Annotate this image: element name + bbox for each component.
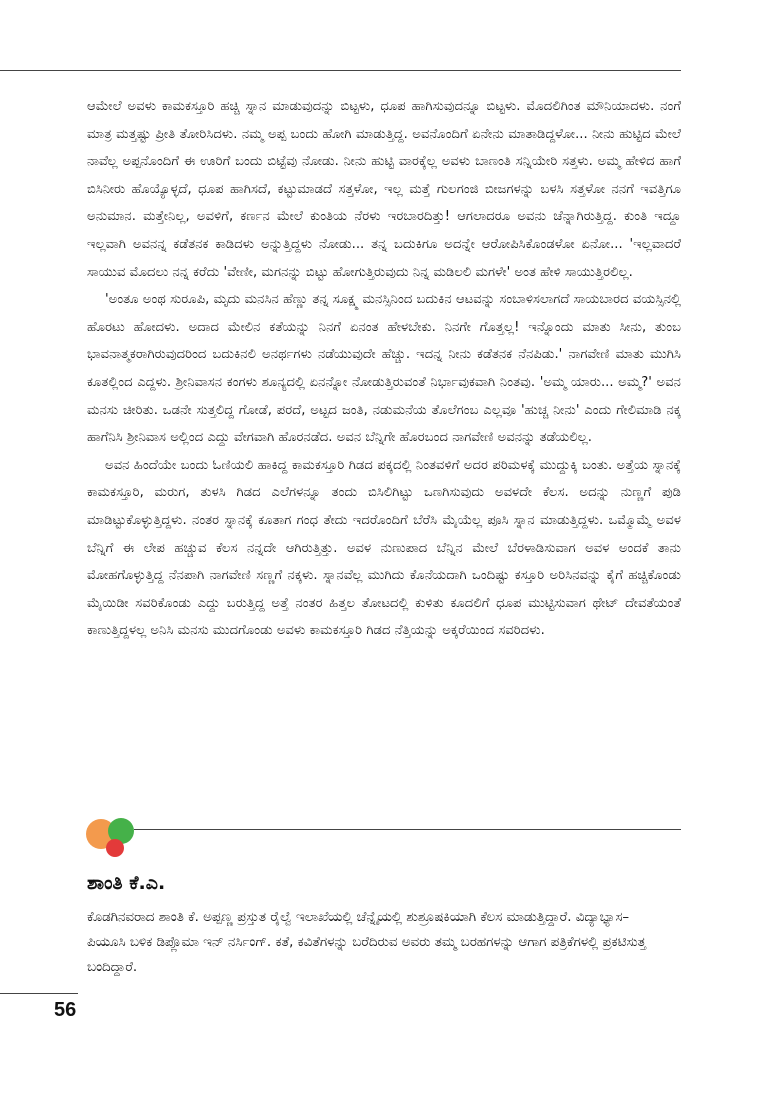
section-divider <box>134 829 681 830</box>
top-divider <box>0 70 681 71</box>
author-name: ಶಾಂತಿ ಕೆ.ಎ. <box>87 872 166 894</box>
story-body <box>87 93 681 645</box>
story-paragraph: ಅವನ ಹಿಂದೆಯೇ ಬಂದು ಓಣಿಯಲಿ ಹಾಕಿದ್ದ ಕಾಮಕಸ್ತೂರಿ ಗಿಡದ ಪಕ್ಕದಲ್ಲಿ ನಿಂತವಳಿಗೆ ಅದರ ಪರಿಮಳಕ್ಕೆ ಮುದ್ದುಕ್ಕಿ ಬಂತು. ಅತ್ತೆಯ ಸ್ನಾನಕ್ಕೆ ಕಾಮಕಸ್ತೂರಿ, ಮರುಗ, ತುಳಸಿ ಗಿಡದ ಎಲೆಗಳನ್ನೂ ತಂದು ಬಿಸಿಲಿಗಿಟ್ಟು ಒಣಗಿಸುವುದು ಅವಳದೇ ಕೆಲಸ. ಅದನ್ನು ನುಣ್ಣಗೆ ಪುಡಿ ಮಾಡಿಟ್ಟುಕೊಳ್ಳುತ್ತಿದ್ದಳು. ನಂತರ ಸ್ನಾನಕ್ಕೆ ಕೂತಾಗ ಗಂಧ ತೇದು ಇದರೊಂದಿಗೆ ಬೆರೆಸಿ ಮೈಯೆಲ್ಲ ಪೂಸಿ ಸ್ನಾನ ಮಾಡುತ್ತಿದ್ದಳು. ಒಮ್ಮೊಮ್ಮೆ ಅವಳ ಬೆನ್ನಿಗೆ ಈ ಲೇಪ ಹಚ್ಚುವ ಕೆಲಸ ನನ್ನದೇ ಆಗಿರುತ್ತಿತ್ತು. ಅವಳ ನುಣುಪಾದ ಬೆನ್ನಿನ ಮೇಲೆ ಬೆರಳಾಡಿಸುವಾಗ ಅವಳ ಅಂದಕೆ ತಾನು ಮೋಹಗೊಳ್ಳುತ್ತಿದ್ದ ನೆನಪಾಗಿ ನಾಗವೇಣಿ ಸಣ್ಣಗೆ ನಕ್ಕಳು. ಸ್ನಾನವೆಲ್ಲ ಮುಗಿದು ಕೊನೆಯದಾಗಿ ಒಂದಿಷ್ಟು ಕಸ್ತೂರಿ ಅರಿಸಿನವನ್ನು ಕೈಗೆ ಹಚ್ಚಿಕೊಂಡು ಮೈಯಿಡೀ ಸವರಿಕೊಂಡು ಎದ್ದು ಬರುತ್ತಿದ್ದ ಅತ್ತೆ ನಂತರ ಹಿತ್ತಲ ತೋಟದಲ್ಲಿ ಕುಳಿತು ಕೂದಲಿಗೆ ಧೂಪ ಮುಟ್ಟಿಸುವಾಗ ಥೇಟ್ ದೇವತೆಯಂತೆ ಕಾಣುತ್ತಿದ್ದಳಲ್ಲ ಅನಿಸಿ ಮನಸು ಮುದಗೊಂಡು ಅವಳು ಕಾಮಕಸ್ತೂರಿ ಗಿಡದ ನೆತ್ತಿಯನ್ನು ಅಕ್ಕರೆಯಿಂದ ಸವರಿದಳು. <box>87 457 681 639</box>
decorative-dots-icon <box>86 814 138 858</box>
page-number: 56 <box>54 999 77 1021</box>
footer-divider <box>0 993 78 994</box>
red-dot <box>106 839 124 857</box>
author-bio: ಕೊಡಗಿನವರಾದ ಶಾಂತಿ ಕೆ. ಅಪ್ಪಣ್ಣ ಪ್ರಸ್ತುತ ರೈಲ್ವೆ ಇಲಾಖೆಯಲ್ಲಿ ಚೆನ್ನೈಯಲ್ಲಿ ಶುಶ್ರೂಷಕಿಯಾಗಿ ಕೆಲಸ ಮಾಡುತ್ತಿದ್ದಾರೆ. ವಿದ್ಯಾಭ್ಯಾಸ– ಪಿಯೂಸಿ ಬಳಿಕ ಡಿಪ್ಲೊಮಾ ಇನ್ ನರ್ಸಿಂಗ್. ಕತೆ, ಕವಿತೆಗಳನ್ನು ಬರೆದಿರುವ ಅವರು ತಮ್ಮ ಬರಹಗಳನ್ನು ಆಗಾಗ ಪತ್ರಿಕೆಗಳಲ್ಲಿ ಪ್ರಕಟಿಸುತ್ತ ಬಂದಿದ್ದಾರೆ. <box>87 910 646 975</box>
story-paragraph: ಆಮೇಲೆ ಅವಳು ಕಾಮಕಸ್ತೂರಿ ಹಚ್ಚಿ ಸ್ನಾನ ಮಾಡುವುದನ್ನು ಬಿಟ್ಟಳು, ಧೂಪ ಹಾಗಿಸುವುದನ್ನೂ ಬಿಟ್ಟಳು. ಮೊದಲಿಗಿಂತ ಮೌನಿಯಾದಳು. ನಂಗೆ ಮಾತ್ರ ಮತ್ತಷ್ಟು ಪ್ರೀತಿ ತೋರಿಸಿದಳು. ನಮ್ಮ ಅಪ್ಪ ಬಂದು ಹೋಗಿ ಮಾಡುತ್ತಿದ್ದ. ಅವನೊಂದಿಗೆ ಏನೇನು ಮಾತಾಡಿದ್ದಳೋ... ನೀನು ಹುಟ್ಟಿದ ಮೇಲೆ ನಾವೆಲ್ಲ ಅಪ್ಪನೊಂದಿಗೆ ಈ ಊರಿಗೆ ಬಂದು ಬಿಟ್ಟೆವು ನೋಡು. ನೀನು ಹುಟ್ಟಿ ವಾರಕ್ಕೆಲ್ಲ ಅವಳು ಬಾಣಂತಿ ಸನ್ನಿಯೇರಿ ಸತ್ತಳು. ಅಮ್ಮ ಹೇಳಿದ ಹಾಗೆ ಬಿಸಿನೀರು ಹೊಯ್ಯೊಳ್ಳದೆ, ಧೂಪ ಹಾಗಿಸದೆ, ಕಟ್ಟುಮಾಡದೆ ಸತ್ತಳೋ, ಇಲ್ಲ ಮತ್ತೆ ಗುಲಗಂಜಿ ಬೀಜಗಳನ್ನು ಬಳಸಿ ಸತ್ತಳೋ ನನಗೆ ಇವತ್ತಿಗೂ ಅನುಮಾನ. ಮತ್ತೇನಿಲ್ಲ, ಅವಳಿಗೆ, ಕರ್ಣನ ಮೇಲೆ ಕುಂತಿಯ ನೆರಳು ಇರಬಾರದಿತ್ತು! ಆಗಲಾದರೂ ಅವನು ಚೆನ್ನಾಗಿರುತ್ತಿದ್ದ. ಕುಂತಿ ಇದ್ದೂ ಇಲ್ಲವಾಗಿ ಅವನನ್ನ ಕಡೆತನಕ ಕಾಡಿದಳು ಅನ್ನುತ್ತಿದ್ದಳು ನೋಡು... ತನ್ನ ಬದುಕಿಗೂ ಅದನ್ನೇ ಆರೋಪಿಸಿಕೊಂಡಳೋ ಏನೋ... 'ಇಲ್ಲವಾದರೆ ಸಾಯುವ ಮೊದಲು ನನ್ನ ಕರೆದು 'ವೇಣೀ, ಮಗನನ್ನು ಬಿಟ್ಟು ಹೋಗುತ್ತಿರುವುದು ನಿನ್ನ ಮಡಿಲಲಿ ಮಗಳೇ' ಅಂತ ಹೇಳಿ ಸಾಯುತ್ತಿರಲಿಲ್ಲ. <box>87 99 681 280</box>
story-paragraph: 'ಅಂತೂ ಅಂಥ ಸುರೂಪಿ, ಮೃದು ಮನಸಿನ ಹೆಣ್ಣು ತನ್ನ ಸೂಕ್ಷ್ಮ ಮನಸ್ಸಿನಿಂದ ಬದುಕಿನ ಆಟವನ್ನು ಸಂಬಾಳಿಸಲಾಗದೆ ಸಾಯಬಾರದ ವಯಸ್ಸಿನಲ್ಲಿ ಹೊರಟು ಹೋದಳು. ಅದಾದ ಮೇಲಿನ ಕತೆಯನ್ನು ನಿನಗೆ ಏನಂತ ಹೇಳಬೇಕು. ನಿನಗೇ ಗೊತ್ತಲ್ಲ! ಇನ್ನೊಂದು ಮಾತು ಸೀನು, ತುಂಬ ಭಾವನಾತ್ಮಕರಾಗಿರುವುದರಿಂದ ಬದುಕಿನಲಿ ಅನರ್ಥಗಳು ನಡೆಯುವುದೇ ಹೆಚ್ಚು. ಇದನ್ನ ನೀನು ಕಡೆತನಕ ನೆನಪಿಡು.' ನಾಗವೇಣಿ ಮಾತು ಮುಗಿಸಿ ಕೂತಲ್ಲಿಂದ ಎದ್ದಳು. ಶ್ರೀನಿವಾಸನ ಕಂಗಳು ಶೂನ್ಯದಲ್ಲಿ ಏನನ್ನೋ ನೋಡುತ್ತಿರುವಂತೆ ನಿರ್ಭಾವುಕವಾಗಿ ನಿಂತವು. 'ಅಮ್ಮ ಯಾರು... ಅಮ್ಮ?' ಅವನ ಮನಸು ಚೀರಿತು. ಒಡನೇ ಸುತ್ತಲಿದ್ದ ಗೋಡೆ, ಪರದೆ, ಅಟ್ಟದ ಜಂತಿ, ನಡುಮನೆಯ ತೊಲೆಗಂಬ ಎಲ್ಲವೂ 'ಹುಚ್ಚ ನೀನು' ಎಂದು ಗೇಲಿಮಾಡಿ ನಕ್ಕ ಹಾಗೆನಿಸಿ ಶ್ರೀನಿವಾಸ ಅಲ್ಲಿಂದ ಎದ್ದು ವೇಗವಾಗಿ ಹೊರನಡೆದ. ಅವನ ಬೆನ್ನಿಗೇ ಹೊರಬಂದ ನಾಗವೇಣಿ ಅವನನ್ನು ತಡೆಯಲಿಲ್ಲ. <box>87 292 681 446</box>
